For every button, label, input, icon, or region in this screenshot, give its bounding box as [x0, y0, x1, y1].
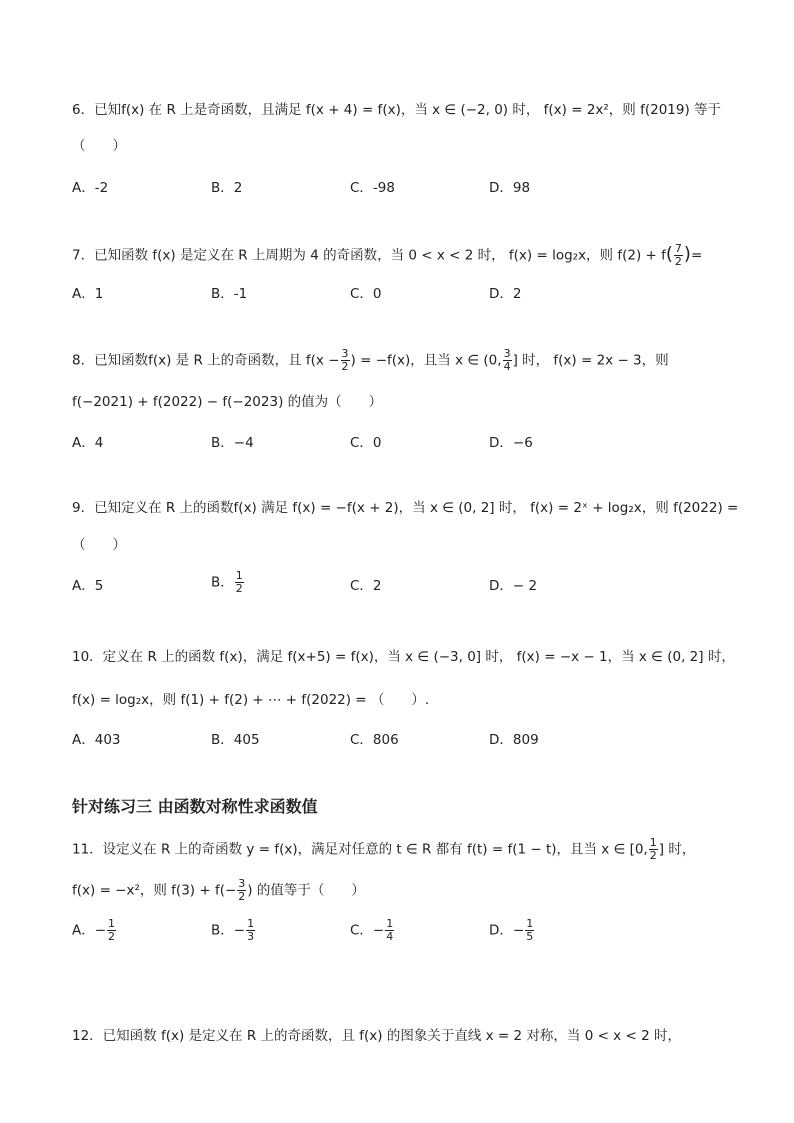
q11-optb-den: 3	[247, 930, 255, 943]
q11-optd-num: 1	[526, 917, 534, 930]
q8-frac2-den: 4	[503, 360, 511, 373]
q6-option-b[interactable]: B．2	[211, 180, 243, 196]
q8-stem-line2: f(−2021) + f(2022) − f(−2023) 的值为（ ）	[72, 394, 383, 410]
q11-opta-den: 2	[108, 930, 116, 943]
q9-optb-den: 2	[235, 582, 243, 595]
q9-option-b[interactable]	[211, 570, 245, 595]
q7-option-d[interactable]: D．2	[489, 286, 522, 302]
q11-option-a[interactable]	[72, 918, 117, 943]
q11-option-d-label: D．−	[489, 922, 525, 939]
q6-options	[72, 176, 732, 198]
q8-frac1-den: 2	[341, 360, 349, 373]
q11-optd-den: 5	[526, 930, 534, 943]
q7-options	[72, 282, 732, 304]
q9-optb-num: 1	[235, 569, 243, 582]
q11-fraction	[649, 837, 658, 862]
q7-option-b[interactable]: B．-1	[211, 286, 248, 302]
q11-stem-line2	[72, 878, 732, 903]
q11-line2-frac-den: 2	[238, 890, 246, 903]
q7-stem-text: 7．已知函数 f(x) 是定义在 R 上周期为 4 的奇函数，当 0 < x < 2 时， f(x) = log₂x，则 f(2) + f	[72, 247, 666, 264]
q8-frac1-num: 3	[341, 347, 349, 360]
q10-option-c[interactable]: C．806	[350, 732, 399, 748]
q10-options	[72, 728, 732, 750]
q9-option-c[interactable]: C．2	[350, 578, 382, 594]
q8-option-b[interactable]: B．−4	[211, 435, 254, 451]
q9-paren: （ ）	[72, 537, 126, 553]
q11-line2-fraction	[237, 878, 246, 903]
q7-fraction	[674, 243, 683, 268]
q11-opta-num: 1	[108, 917, 116, 930]
q9-stem: 9．已知定义在 R 上的函数f(x) 满足 f(x) = −f(x + 2)，当 x ∈ (0, 2] 时， f(x) = 2ˣ + log₂x，则 f(2022) =	[72, 500, 739, 516]
q7-stem: 7．已知函数 f(x) 是定义在 R 上周期为 4 的奇函数，当 0 < x < 2 时， f(x) = log₂x，则 f(2) + f( $\frac{7}{2}$ )=	[72, 242, 703, 268]
q8-stem-text-b: ) = −f(x)，且当 x ∈ (0,	[350, 352, 502, 369]
q11-frac-den: 2	[649, 849, 657, 862]
q7-stem-end: =	[690, 247, 703, 264]
q11-stem-text-b: ] 时，	[658, 841, 696, 858]
q8-stem	[72, 348, 732, 373]
q11-optc-den: 4	[386, 930, 394, 943]
q9-option-b-fraction	[235, 570, 244, 595]
q9-option-d[interactable]: D．− 2	[489, 578, 538, 594]
q6-stem: 6．已知f(x) 在 R 上是奇函数，且满足 f(x + 4) = f(x)，当 x ∈ (−2, 0) 时， f(x) = 2x²，则 f(2019) 等于	[72, 102, 722, 118]
q6-option-c[interactable]: C．-98	[350, 180, 395, 196]
q9-options	[72, 570, 732, 598]
q11-option-c-fraction	[385, 918, 394, 943]
q6-paren: （ ）	[72, 138, 126, 154]
q8-frac2-num: 3	[503, 347, 511, 360]
q8-stem-text-a: 8．已知函数f(x) 是 R 上的奇函数，且 f(x −	[72, 352, 340, 369]
q8-options	[72, 431, 732, 453]
q11-line2-text-b: ) 的值等于（ ）	[247, 882, 365, 899]
q11-line2-frac-num: 3	[238, 877, 246, 890]
q11-stem	[72, 837, 732, 862]
q8-fraction-2	[503, 348, 512, 373]
q11-stem-text-a: 11．设定义在 R 上的奇函数 y = f(x)，满足对任意的 t ∈ R 都有 f(t) = f(1 − t)，且当 x ∈ [0,	[72, 841, 648, 858]
q7-frac-num: 7	[674, 242, 682, 255]
q6-option-d[interactable]: D．98	[489, 180, 531, 196]
q11-option-b[interactable]	[211, 918, 256, 943]
q11-option-b-fraction	[246, 918, 255, 943]
q8-option-a[interactable]: A．4	[72, 435, 104, 451]
q11-option-c[interactable]	[350, 918, 395, 943]
q10-option-a[interactable]: A．403	[72, 732, 121, 748]
q9-option-b-label: B．	[211, 574, 234, 591]
q7-option-c[interactable]: C．0	[350, 286, 382, 302]
q11-option-c-label: C．−	[350, 922, 385, 939]
q11-optc-num: 1	[386, 917, 394, 930]
q11-option-d-fraction	[525, 918, 534, 943]
q8-option-c[interactable]: C．0	[350, 435, 382, 451]
q9-option-a[interactable]: A．5	[72, 578, 104, 594]
q10-stem-line2: f(x) = log₂x，则 f(1) + f(2) + ⋯ + f(2022) = （ ）.	[72, 692, 430, 708]
q7-option-a[interactable]: A．1	[72, 286, 104, 302]
q10-option-d[interactable]: D．809	[489, 732, 539, 748]
q6-option-a[interactable]: A．-2	[72, 180, 109, 196]
q11-option-d[interactable]	[489, 918, 535, 943]
q11-options	[72, 918, 732, 948]
q11-optb-num: 1	[247, 917, 255, 930]
section-heading: 针对练习三 由函数对称性求函数值	[72, 797, 318, 816]
q10-option-b[interactable]: B．405	[211, 732, 260, 748]
q11-option-a-fraction	[107, 918, 116, 943]
q11-option-a-label: A．−	[72, 922, 107, 939]
q12-stem: 12．已知函数 f(x) 是定义在 R 上的奇函数，且 f(x) 的图象关于直线 x = 2 对称，当 0 < x < 2 时，	[72, 1028, 681, 1044]
q8-stem-text-c: ] 时， f(x) = 2x − 3，则	[512, 352, 669, 369]
q8-fraction-1	[341, 348, 350, 373]
q11-frac-num: 1	[649, 836, 657, 849]
q8-option-d[interactable]: D．−6	[489, 435, 533, 451]
q11-line2-text-a: f(x) = −x²，则 f(3) + f(−	[72, 882, 237, 899]
q10-stem: 10．定义在 R 上的函数 f(x)，满足 f(x+5) = f(x)，当 x ∈ (−3, 0] 时， f(x) = −x − 1，当 x ∈ (0, 2] 时，	[72, 649, 735, 665]
q7-frac-den: 2	[674, 255, 682, 268]
q11-option-b-label: B．−	[211, 922, 246, 939]
